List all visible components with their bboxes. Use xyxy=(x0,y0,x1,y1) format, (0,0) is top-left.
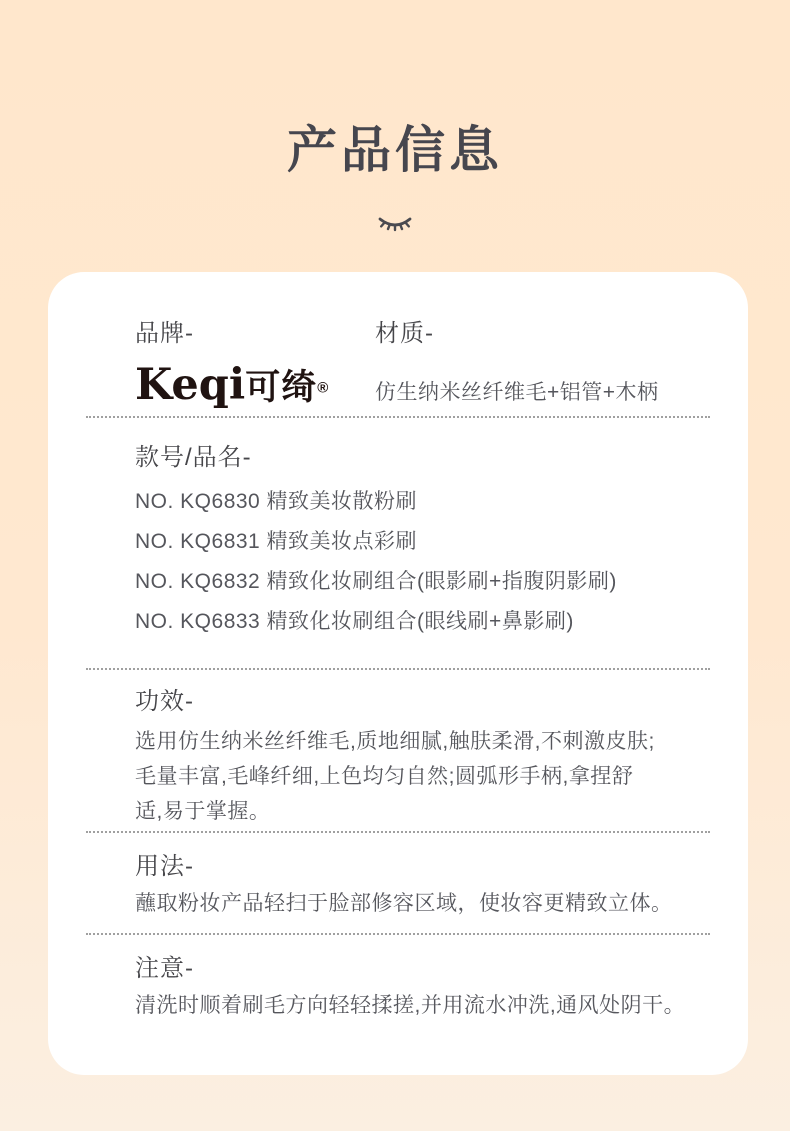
efficacy-section xyxy=(86,686,710,829)
usage-label: 用法- xyxy=(135,853,194,880)
material-value: 仿生纳米丝纤维毛+铝管+木柄 xyxy=(375,381,659,404)
section-divider xyxy=(86,668,710,670)
models-label: 款号/品名- xyxy=(135,444,252,471)
model-item: NO. KQ6831 精致美妆点彩刷 xyxy=(135,530,418,553)
logo-latin: Keqi xyxy=(135,360,246,410)
logo-cn: 可绮 xyxy=(245,368,318,407)
usage-section xyxy=(86,851,710,921)
notice-label: 注意- xyxy=(135,955,194,982)
logo-registered-mark: ® xyxy=(317,379,329,397)
models-section xyxy=(86,442,710,642)
section-divider xyxy=(86,416,710,418)
info-card xyxy=(48,272,748,1075)
model-item: NO. KQ6832 精致化妆刷组合(眼影刷+指腹阴影刷) xyxy=(135,570,617,593)
efficacy-text: 选用仿生纳米丝纤维毛,质地细腻,触肤柔滑,不刺激皮肤;毛量丰富,毛峰纤细,上色均匀自然;圆弧形手柄,拿捏舒适,易于掌握。 xyxy=(135,730,655,823)
material-label: 材质- xyxy=(375,320,434,347)
section-divider xyxy=(86,933,710,935)
brand-logo xyxy=(135,360,375,410)
model-list xyxy=(135,482,661,642)
page-title: 产品信息 xyxy=(287,122,503,178)
model-item: NO. KQ6830 精致美妆散粉刷 xyxy=(135,490,418,513)
notice-text: 清洗时顺着刷毛方向轻轻揉搓,并用流水冲洗,通风处阴干。 xyxy=(135,994,686,1017)
usage-text: 蘸取粉妆产品轻扫于脸部修容区域，使妆容更精致立体。 xyxy=(135,892,673,915)
efficacy-label: 功效- xyxy=(135,688,194,715)
closed-eye-lashes-icon xyxy=(0,212,790,240)
brand-label: 品牌- xyxy=(135,320,194,347)
model-item: NO. KQ6833 精致化妆刷组合(眼线刷+鼻影刷) xyxy=(135,610,574,633)
material-section xyxy=(375,318,661,410)
notice-section xyxy=(86,953,710,1023)
brand-section xyxy=(135,318,375,410)
brand-material-row xyxy=(86,318,710,410)
section-divider xyxy=(86,831,710,833)
